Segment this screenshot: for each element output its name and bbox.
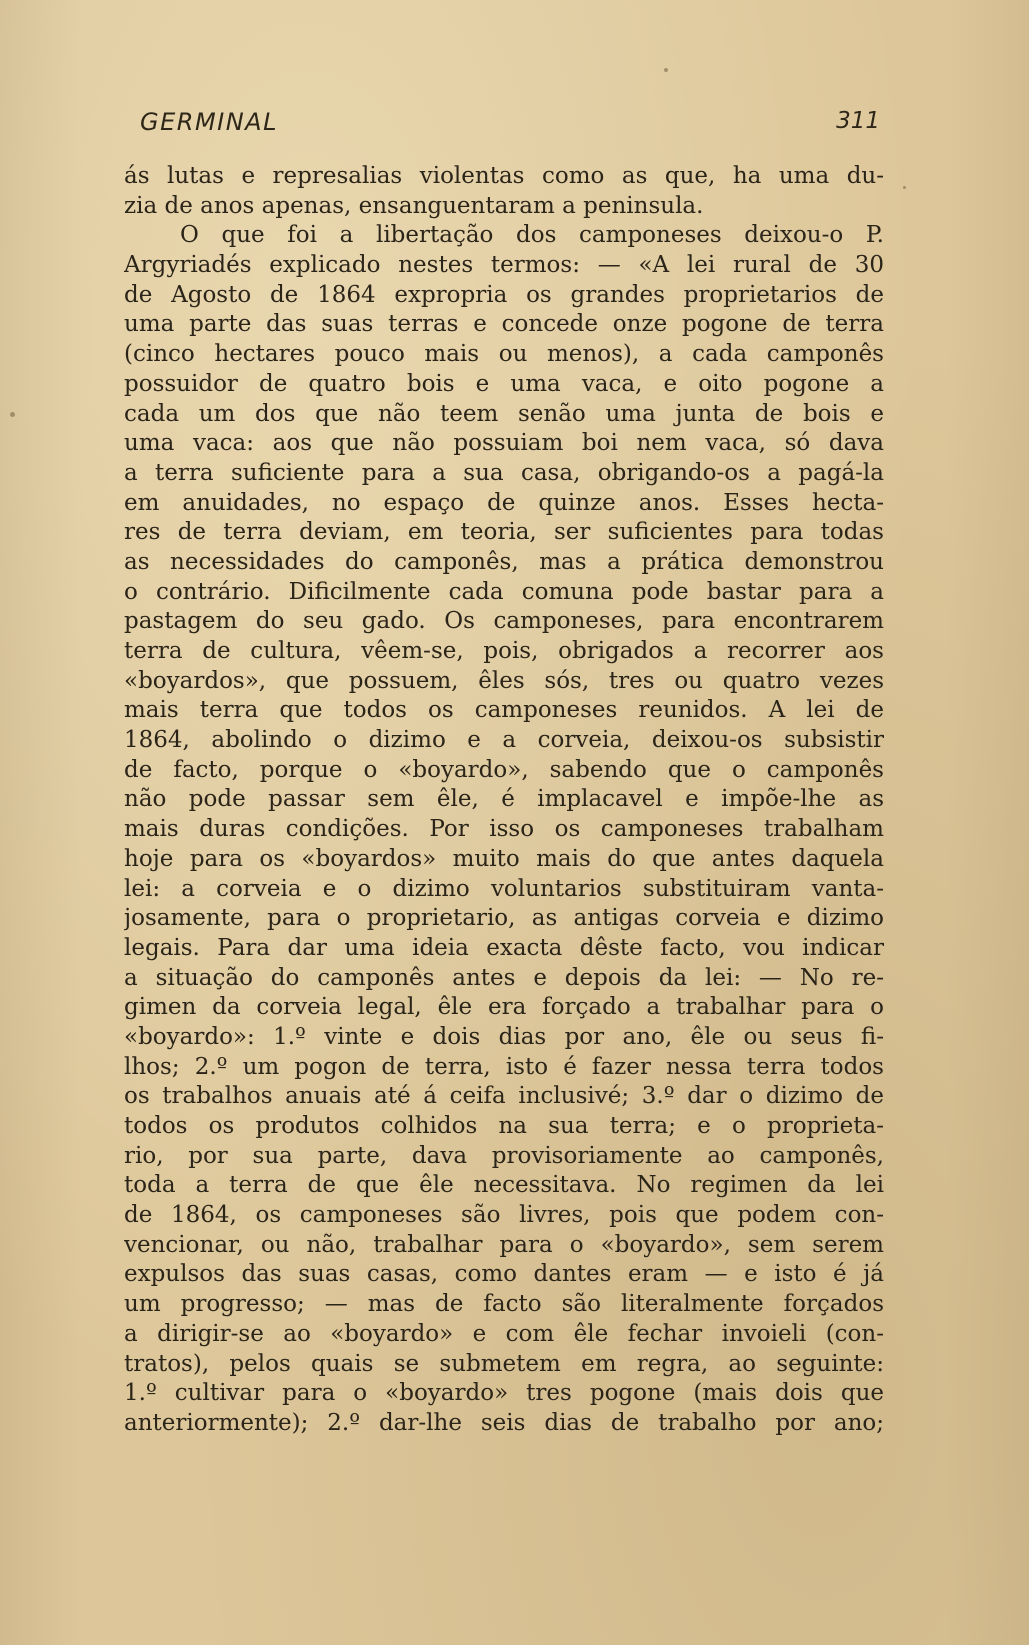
text-line: rio, por sua parte, dava provisoriamente ao camponês, — [124, 1142, 884, 1169]
text-line: terra de cultura, vêem-se, pois, obrigados a recorrer aos — [124, 638, 884, 664]
text-line: de facto, porque o «boyardo», sabendo que o camponês — [124, 756, 884, 783]
text-line: em anuidades, no espaço de quinze anos. Esses hecta- — [124, 489, 884, 516]
text-line: uma vaca: aos que não possuiam boi nem vaca, só dava — [124, 430, 884, 457]
text-line: vencionar, ou não, trabalhar para o «boyardo», sem serem — [124, 1231, 884, 1258]
running-head — [140, 108, 880, 142]
paper-speck — [664, 68, 668, 72]
text-line: mais duras condições. Por isso os camponeses trabalham — [124, 816, 884, 843]
text-line: o contrário. Dificilmente cada comuna pode bastar para a — [124, 578, 884, 605]
text-line: uma parte das suas terras e concede onze pogone de terra — [124, 311, 884, 338]
text-line: expulsos das suas casas, como dantes eram — e isto é já — [124, 1261, 884, 1288]
text-line: hoje para os «boyardos» muito mais do que antes daquela — [124, 845, 884, 872]
text-line: «boyardo»: 1.º vinte e dois dias por ano, êle ou seus fi- — [124, 1023, 884, 1050]
text-line: Argyriadés explicado nestes termos: — «A lei rural de 30 — [124, 252, 884, 279]
text-line: 1.º cultivar para o «boyardo» tres pogone (mais dois que — [124, 1380, 884, 1407]
text-line: as necessidades do camponês, mas a prática demonstrou — [124, 548, 884, 575]
text-line: tratos), pelos quais se submetem em regra, ao seguinte: — [124, 1350, 884, 1377]
text-line: não pode passar sem êle, é implacavel e impõe-lhe as — [124, 786, 884, 813]
text-line: zia de anos apenas, ensanguentaram a peninsula. — [124, 192, 704, 219]
text-line: lei: a corveia e o dizimo voluntarios substituiram vanta- — [124, 875, 884, 902]
text-line: anteriormente); 2.º dar-lhe seis dias de trabalho por ano; — [124, 1409, 884, 1436]
text-line: de 1864, os camponeses são livres, pois que podem con- — [124, 1202, 884, 1229]
text-line: (cinco hectares pouco mais ou menos), a cada camponês — [124, 341, 884, 368]
text-line: legais. Para dar uma ideia exacta dêste facto, vou indicar — [124, 934, 884, 961]
text-line: res de terra deviam, em teoria, ser suficientes para todas — [124, 519, 884, 546]
text-line: lhos; 2.º um pogon de terra, isto é fazer nessa terra todos — [124, 1053, 884, 1080]
text-line: todos os produtos colhidos na sua terra; e o proprieta- — [124, 1113, 884, 1139]
text-line: O que foi a libertação dos camponeses deixou-o P. — [180, 222, 884, 249]
paper-speck — [10, 412, 15, 417]
text-line: ás lutas e represalias violentas como as que, ha uma du- — [124, 163, 884, 189]
page-number: 311 — [836, 108, 880, 134]
text-line: mais terra que todos os camponeses reunidos. A lei de — [124, 697, 884, 724]
text-line: gimen da corveia legal, êle era forçado a trabalhar para o — [124, 994, 884, 1021]
text-line: a situação do camponês antes e depois da lei: — No re- — [124, 964, 884, 991]
text-line: de Agosto de 1864 expropria os grandes proprietarios de — [124, 281, 884, 308]
text-line: toda a terra de que êle necessitava. No regimen da lei — [124, 1172, 884, 1199]
text-line: josamente, para o proprietario, as antigas corveia e dizimo — [124, 905, 884, 932]
text-line: um progresso; — mas de facto são literalmente forçados — [124, 1291, 884, 1318]
text-line: 1864, abolindo o dizimo e a corveia, deixou-os subsistir — [124, 727, 884, 754]
running-title: GERMINAL — [140, 108, 278, 136]
text-line: pastagem do seu gado. Os camponeses, para encontrarem — [124, 608, 884, 635]
text-line: os trabalhos anuais até á ceifa inclusivé; 3.º dar o dizimo de — [124, 1083, 884, 1110]
text-line: cada um dos que não teem senão uma junta de bois e — [124, 400, 884, 427]
text-line: «boyardos», que possuem, êles sós, tres ou quatro vezes — [124, 667, 884, 694]
body-text — [124, 162, 884, 1439]
text-line: a dirigir-se ao «boyardo» e com êle fechar invoieli (con- — [124, 1320, 884, 1347]
text-line: possuidor de quatro bois e uma vaca, e oito pogone a — [124, 370, 884, 397]
paper-speck — [903, 186, 906, 189]
text-line: a terra suficiente para a sua casa, obrigando-os a pagá-la — [124, 459, 884, 486]
